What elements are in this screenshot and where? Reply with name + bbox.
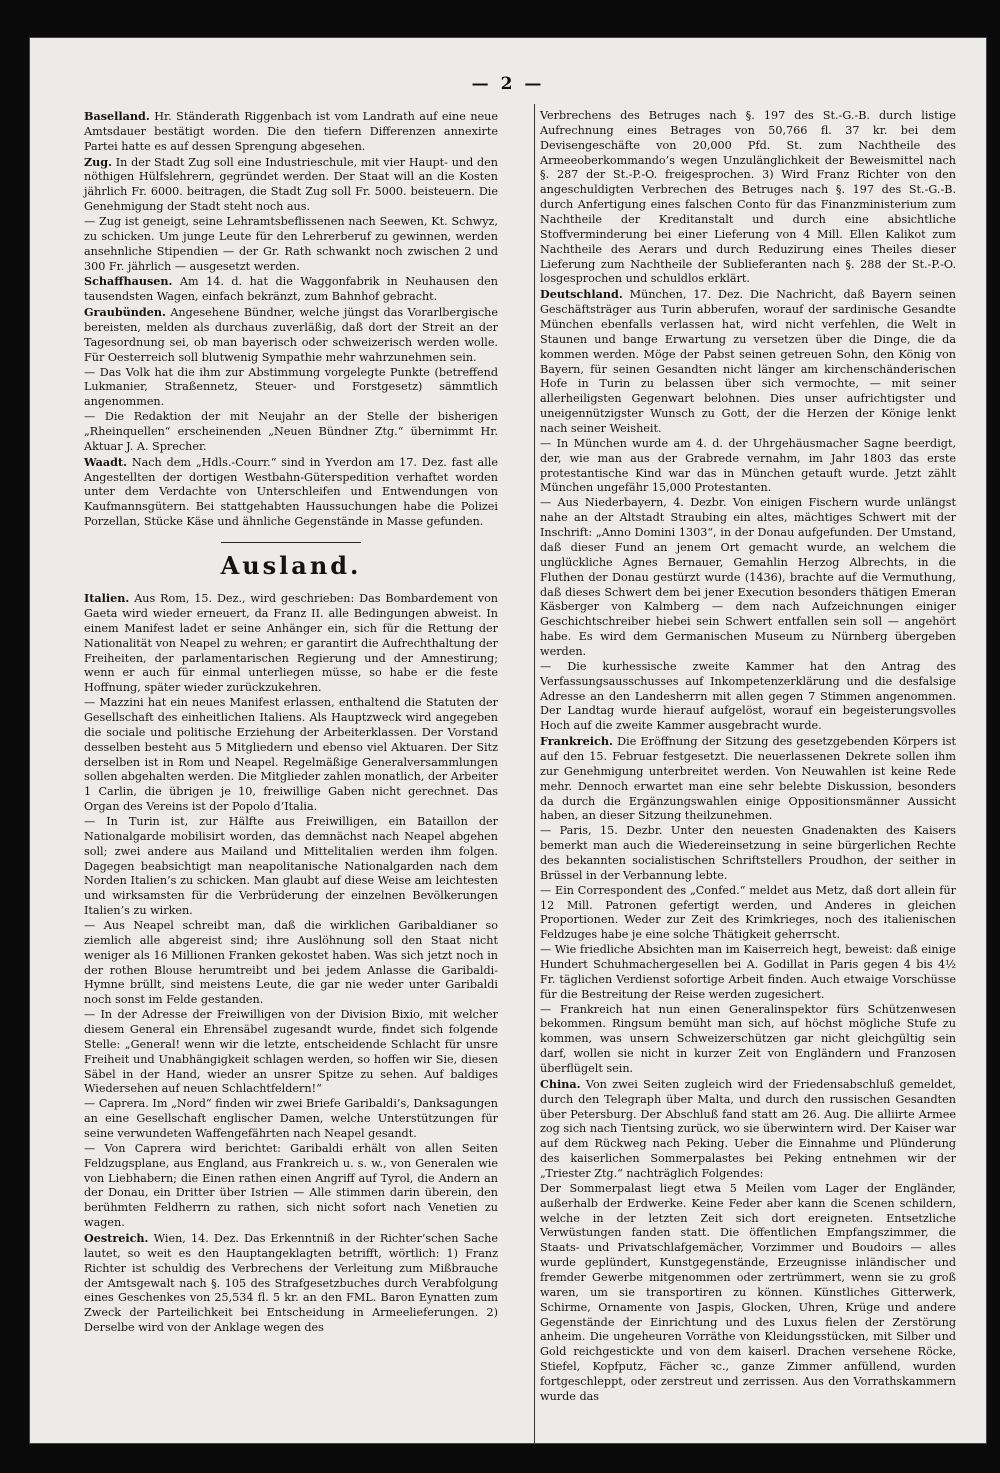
article-paragraph [84,1008,498,1097]
article-dateline: Baselland. [84,109,150,123]
article-text: — Paris, 15. Dezbr. Unter den neuesten Gnadenakten des Kaisers bemerkt man auch die Wiedereinsetzung in seine bürgerlichen Rechte des bekannten socialistischen Schriftstellers Proudhon, der seither in Brüssel in der Verbannung lebte. [540,824,956,882]
article-paragraph [84,1142,498,1231]
article-text: — Die Redaktion der mit Neujahr an der Stelle der bisherigen „Rheinquellen“ erscheinenden „Neuen Bündner Ztg.“ übernimmt Hr. Aktuar J. A. Sprecher. [84,410,498,453]
right-column [540,109,956,1405]
article-text: — In München wurde am 4. d. der Uhrgehäusmacher Sagne beerdigt, der, wie man aus der Grabrede vernahm, im Jahr 1803 das erste protestantische Kind war das in München getauft wurde. Jetzt zählt München ungefähr 15,000 Protestanten. [540,436,956,495]
article-text: Wien, 14. Dez. Das Erkenntniß in der Richter’schen Sache lautet, so weit es den Hauptangeklagten betrifft, wörtlich: 1) Franz Richter ist schuldig des Verbrechens der Verleitung zum Mißbrauche der Amtsgewalt nach §. 105 des Strafgesetzbuches durch Verabfolgung eines Geschenkes von 25,534 fl. 5 kr. an den FML. Baron Eynatten zum Zweck der Parteilichkeit bei Entscheidung in Armeelieferungen. 2) Derselbe wird von der Anklage wegen des [84,1232,499,1335]
article-paragraph [84,215,498,274]
newspaper-page [30,38,986,1443]
article-dateline: Oestreich. [84,1231,149,1246]
article-text: — In Turin ist, zur Hälfte aus Freiwilligen, ein Bataillon der Nationalgarde mobilisirt worden, das demnächst nach Neapel abgehen soll; zwei andere aus Mailand und Mittelitalien werden ihm folgen. Dagegen beabsichtigt man neapolitanische Nationalgarden nach dem Norden Italien’s zu schicken. Man glaubt auf diese Weise am leichtesten und wirksamsten für die Verbrüderung der einzelnen Bevölkerungen Italien’s zu wirken. [84,814,498,918]
article-paragraph [540,943,956,1002]
article-paragraph [540,437,956,496]
article-dateline: Waadt. [84,454,127,469]
article-text: — In der Adresse der Freiwilligen von der Division Bixio, mit welcher diesem General ein Ehrensäbel zugesandt wurde, findet sich folgende Stelle: „General! wenn wir die letzte, entscheidende Schlacht für unsre Freiheit und Unabhängigkeit schlagen werden, so hoffen wir Sie, diesen Säbel in der Hand, wieder an unsrer Spitze zu sehen. Auf baldiges Wiedersehen auf neuen Schlachtfeldern!“ [84,1008,498,1096]
article-paragraph [540,734,956,824]
article-paragraph [84,1097,498,1142]
section-rule [221,542,361,543]
article-paragraph [84,109,498,155]
article-dateline: Frankreich. [540,734,613,749]
article-text: — Mazzini hat ein neues Manifest erlassen, enthaltend die Statuten der Gesellschaft des einheitlichen Italiens. Als Hauptzweck wird angegeben die sociale und politische Erziehung der Arbeiterklassen. Der Vorstand desselben besteht aus 5 Mitgliedern und ebenso viel Aktuaren. Der Sitz derselben ist in Rom und Neapel. Regelmäßige Generalversammlungen sollen abgehalten werden. Die Mitglieder zahlen monatlich, der Arbeiter 1 Carlin, die übrigen je 10, freiwillige Gaben nicht gerechnet. Das Organ des Vereins ist der Popolo d’Italia. [84,696,498,814]
article-text: — Zug ist geneigt, seine Lehramtsbeflissenen nach Seewen, Kt. Schwyz, zu schicken. Um junge Leute für den Lehrerberuf zu gewinnen, werden ansehnliche Stipendien — der Gr. Rath schwankt noch zwischen 2 und 300 Fr. jährlich — ausgesetzt werden. [84,215,498,273]
article-paragraph [84,366,498,411]
left-column [84,109,498,1336]
article-paragraph [84,455,498,530]
article-paragraph [84,591,498,696]
article-text: München, 17. Dez. Die Nachricht, daß Bayern seinen Geschäftsträger aus Turin abberufen, worauf der sardinische Gesandte München ebenfalls verlassen hat, wird nicht verfehlen, die Welt in Staunen und bange Erwartung zu versetzen über die Dinge, die da kommen werden. Möge der Pabst seinen getreuen Sohn, den König von Bayern, für seinen Gesandten nicht länger am kirchenschänderischen Hofe in Turin zu belassen über sich vermochte, — mit seiner allerheiligsten Gegenwart belohnen. Dies unser aufrichtigster und uneigennützigster Wunsch zu Gott, der die Herzen der Könige lenkt nach seiner Weisheit. [540,288,957,436]
article-text: — Das Volk hat die ihm zur Abstimmung vorgelegte Punkte (betreffend Lukmanier, Straßennetz, Steuer- und Forstgesetz) sämmtlich angenommen. [84,365,498,409]
article-text: Aus Rom, 15. Dez., wird geschrieben: Das Bombardement von Gaeta wird wieder erneuert, da Franz II. alle Bedingungen abweist. In einem Manifest ladet er seine Anhänger ein, sich für die Rettung der Nationalität von Neapel zu wehren; er garantirt die Aufrechthaltung der Freiheiten, der parlamentarischen Regierung und der Amnestirung; wenn er auch für einmal unterliegen müsse, so habe er die feste Hoffnung, später wieder zurückzukehren. [84,592,499,695]
article-text: In der Stadt Zug soll eine Industrieschule, mit vier Haupt- und den nöthigen Hülfslehrern, gegründet werden. Der Staat will an die Kosten jährlich Fr. 6000. beitragen, die Stadt Zug soll Fr. 5000. beisteuern. Die Genehmigung der Stadt steht noch aus. [84,155,498,214]
article-text: — Ein Correspondent des „Confed.“ meldet aus Metz, daß dort allein für 12 Mill. Patronen gefertigt werden, und Anderes in gleichen Proportionen. Weder zur Zeit des Krimkrieges, noch des italienischen Feldzuges habe je eine solche Thätigkeit geherrscht. [540,883,956,942]
article-text: Nach dem „Hdls.-Courr.“ sind in Yverdon am 17. Dez. fast alle Angestellten der dortigen Westbahn-Güterspedition verhaftet worden unter dem Verdachte von Unterschleifen und Entwendungen von Kaufmannsgütern. Bei stattgehabten Haussuchungen habe die Polizei Porzellan, Stücke Käse und ähnliche Gegenstände in Masse gefunden. [84,455,498,529]
article-paragraph [84,274,498,305]
article-text: — Wie friedliche Absichten man im Kaiserreich hegt, beweist: daß einige Hundert Schuhmachergesellen bei A. Godillat in Paris gegen 4 bis 4½ Fr. täglichen Verdienst sofortige Arbeit finden. Auch etwaige Vorschüsse für die Bestreitung der Reise werden zugesichert. [540,943,956,1001]
article-paragraph [540,1077,956,1182]
article-paragraph [84,305,498,365]
article-paragraph [84,155,498,215]
article-dateline: China. [540,1076,581,1091]
article-dateline: Italien. [84,591,130,606]
article-paragraph [84,919,498,1008]
section-heading-ausland: Ausland. [220,551,362,581]
article-text: Die Eröffnung der Sitzung des gesetzgebenden Körpers ist auf den 15. Februar festgesetzt. Die neuerlassenen Dekrete sollen ihm zur Genehmigung unterbreitet werden. Von Neuwahlen ist keine Rede mehr. Dennoch erwartet man eine sehr belebte Diskussion, besonders da durch die Ergänzungswahlen einige Oppositionsmänner Aussicht haben, an dieser Sitzung theilzunehmen. [540,735,956,823]
article-paragraph [84,696,498,815]
article-dateline: Schaffhausen. [84,274,173,289]
article-paragraph [540,824,956,883]
article-text: Der Sommerpalast liegt etwa 5 Meilen vom Lager der Engländer, außerhalb der Erdwerke. Keine Feder aber kann die Scenen schildern, welche in der letzten Zeit sich dort ereigneten. Entsetzliche Verwüstungen fanden statt. Die öffentlichen Empfangszimmer, die Staats- und Privatschlafgemächer, Vorzimmer und Boudoirs — alles wurde geplündert, Kunstgegenstände, Erzeugnisse inländischer und fremder Gewerbe mitgenommen oder zertrümmert, wenn sie zu groß waren, um sie transportiren zu können. Künstliches Gitterwerk, Schirme, Ornamente von Jaspis, Glocken, Uhren, Krüge und andere Gegenstände der Einrichtung und des Luxus fielen der Zerstörung anheim. Die ungeheuren Vorräthe von Kleidungsstücken, mit Silber und Gold reichgestickte und von dem kaiserl. Drachen versehene Röcke, Stiefel, Kopfputz, Fächer ꝛc., ganze Zimmer anfüllend, wurden fortgeschleppt, oder zerstreut und zerrissen. Aus den Vorrathskammern wurde das [540,1181,956,1403]
article-paragraph [540,660,956,734]
article-paragraph [540,496,956,659]
article-dateline: Deutschland. [540,287,623,302]
article-paragraph [540,1003,956,1077]
article-text: — Die kurhessische zweite Kammer hat den Antrag des Verfassungsausschusses auf Inkompetenzerklärung und die desfalsige Adresse an den Landesherrn mit allen gegen 7 Stimmen angenommen. Der Landtag wurde hierauf aufgelöst, worauf ein begeisterungsvolles Hoch auf die zweite Kammer ausgebracht wurde. [540,659,956,733]
article-text: — Caprera. Im „Nord“ finden wir zwei Briefe Garibaldi’s, Danksagungen an eine Gesellschaft englischer Damen, welche Unterstützungen für seine verwundeten Waffengefährten nach Neapel gesandt. [84,1097,498,1140]
article-text: Verbrechens des Betruges nach §. 197 des St.-G.-B. durch listige Aufrechnung eines Betrages von 50,766 fl. 37 kr. bei dem Devisengeschäfte von 20,000 Pfd. St. zum Nachtheile des Armeeoberkommando’s wegen Unzulänglichkeit der Beweismittel nach §. 287 der St.-P.-O. freigesprochen. 3) Wird Franz Richter von den angeschuldigten Verbrechen des Betruges nach §. 197 des St.-G.-B. durch Anfertigung eines falschen Conto für das Finanzministerium zum Nachtheile der Kreditanstalt und durch eine absichtliche Stoffverminderung bei einer Lieferung von 4 Mill. Ellen Kalikot zum Nachtheile des Aerars und durch Reduzirung eines Theiles dieser Lieferung zum Nachtheile der Sublieferanten nach §. 288 der St.-P.-O. losgesprochen und schuldlos erklärt. [540,109,956,286]
article-paragraph [84,410,498,455]
article-text: — Frankreich hat nun einen Generalinspektor fürs Schützenwesen bekommen. Ringsum bemüht man sich, auf höchst mögliche Stufe zu kommen, was unsern Schweizerschützen gar nicht gleichgültig sein darf, wollen sie nicht in kurzer Zeit von Engländern und Franzosen überflügelt sein. [540,1002,956,1075]
article-text: Am 14. d. hat die Waggonfabrik in Neuhausen den tausendsten Wagen, einfach bekränzt, zum Bahnhof gebracht. [84,275,498,304]
article-paragraph [540,884,956,943]
article-text: — Aus Niederbayern, 4. Dezbr. Von einigen Fischern wurde unlängst nahe an der Altstadt Straubing ein altes, mächtiges Schwert mit der Inschrift: „Anno Domini 1303“, in der Donau aufgefunden. Der Umstand, daß dieser Fund an jenem Ort gemacht wurde, an welchem die unglückliche Agnes Bernauer, Gemahlin Herzog Albrechts, in die Fluthen der Donau gestürzt wurde (1436), brachte auf die Vermuthung, daß dieses Schwert dem bei jener Execution besonders thätigen Emeran Käsberger von Kalmberg — dem nach Aufzeichnungen einiger Geschichtschreiber hiebei sein Schwert entfallen sein soll — angehört habe. Es wird dem Germanischen Museum zu Nürnberg übergeben werden. [540,496,956,658]
article-paragraph [540,1182,956,1405]
article-dateline: Graubünden. [84,305,166,320]
article-paragraph [540,287,956,437]
article-text: Von zwei Seiten zugleich wird der Friedensabschluß gemeldet, durch den Telegraph über Malta, und durch den russischen Gesandten über Petersburg. Der Abschluß fand statt am 26. Aug. Die alliirte Armee zog sich nach Tientsing zurück, wo sie überwintern wird. Der Kaiser war auf dem Rückweg nach Peking. Ueber die Einnahme und Plünderung des kaiserlichen Sommerpalastes bei Peking entnehmen wir der „Triester Ztg.“ nachträglich Folgendes: [540,1077,956,1181]
left-column-regional-news [84,109,498,530]
article-paragraph [84,815,498,919]
article-paragraph [540,109,956,287]
article-paragraph [84,1231,498,1336]
article-text: — Von Caprera wird berichtet: Garibaldi erhält von allen Seiten Feldzugsplane, aus England, aus Frankreich u. s. w., von Generalen wie von Liebhabern; die Einen rathen einen Angriff auf Tyrol, die Andern an der Donau, ein Dritter über Istrien — Alle stimmen darin überein, den berühmten Feldherrn zu rathen, sich nicht sofort nach Venetien zu wagen. [84,1141,498,1230]
column-divider [534,104,535,1443]
article-text: — Aus Neapel schreibt man, daß die wirklichen Garibaldianer so ziemlich alle abgereist sind; ihre Auslöhnung soll den Staat nicht weniger als 16 Millionen Franken gekostet haben. Was sich jetzt noch in der rothen Blouse herumtreibt und bei jedem Anlasse die Garibaldi-Hymne brüllt, sind meistens Leute, die gar nie weder unter Garibaldi noch sonst im Felde gestanden. [84,918,498,1007]
left-column-foreign-news [84,591,498,1336]
page-number: — 2 — [471,74,545,94]
article-text: Hr. Ständerath Riggenbach ist vom Landrath auf eine neue Amtsdauer bestätigt worden. Die den tiefern Differenzen annexirte Partei hatte es auf dessen Sprengung abgesehen. [84,110,498,153]
article-dateline: Zug. [84,154,113,169]
article-text: Angesehene Bündner, welche jüngst das Vorarlbergische bereisten, melden als durchaus zuverläßig, daß dort der Streit an der Tagesordnung sei, ob man bayerisch oder schweizerisch werden wolle. Für Oesterreich soll blutwenig Sympathie mehr wahrzunehmen sein. [84,306,498,364]
